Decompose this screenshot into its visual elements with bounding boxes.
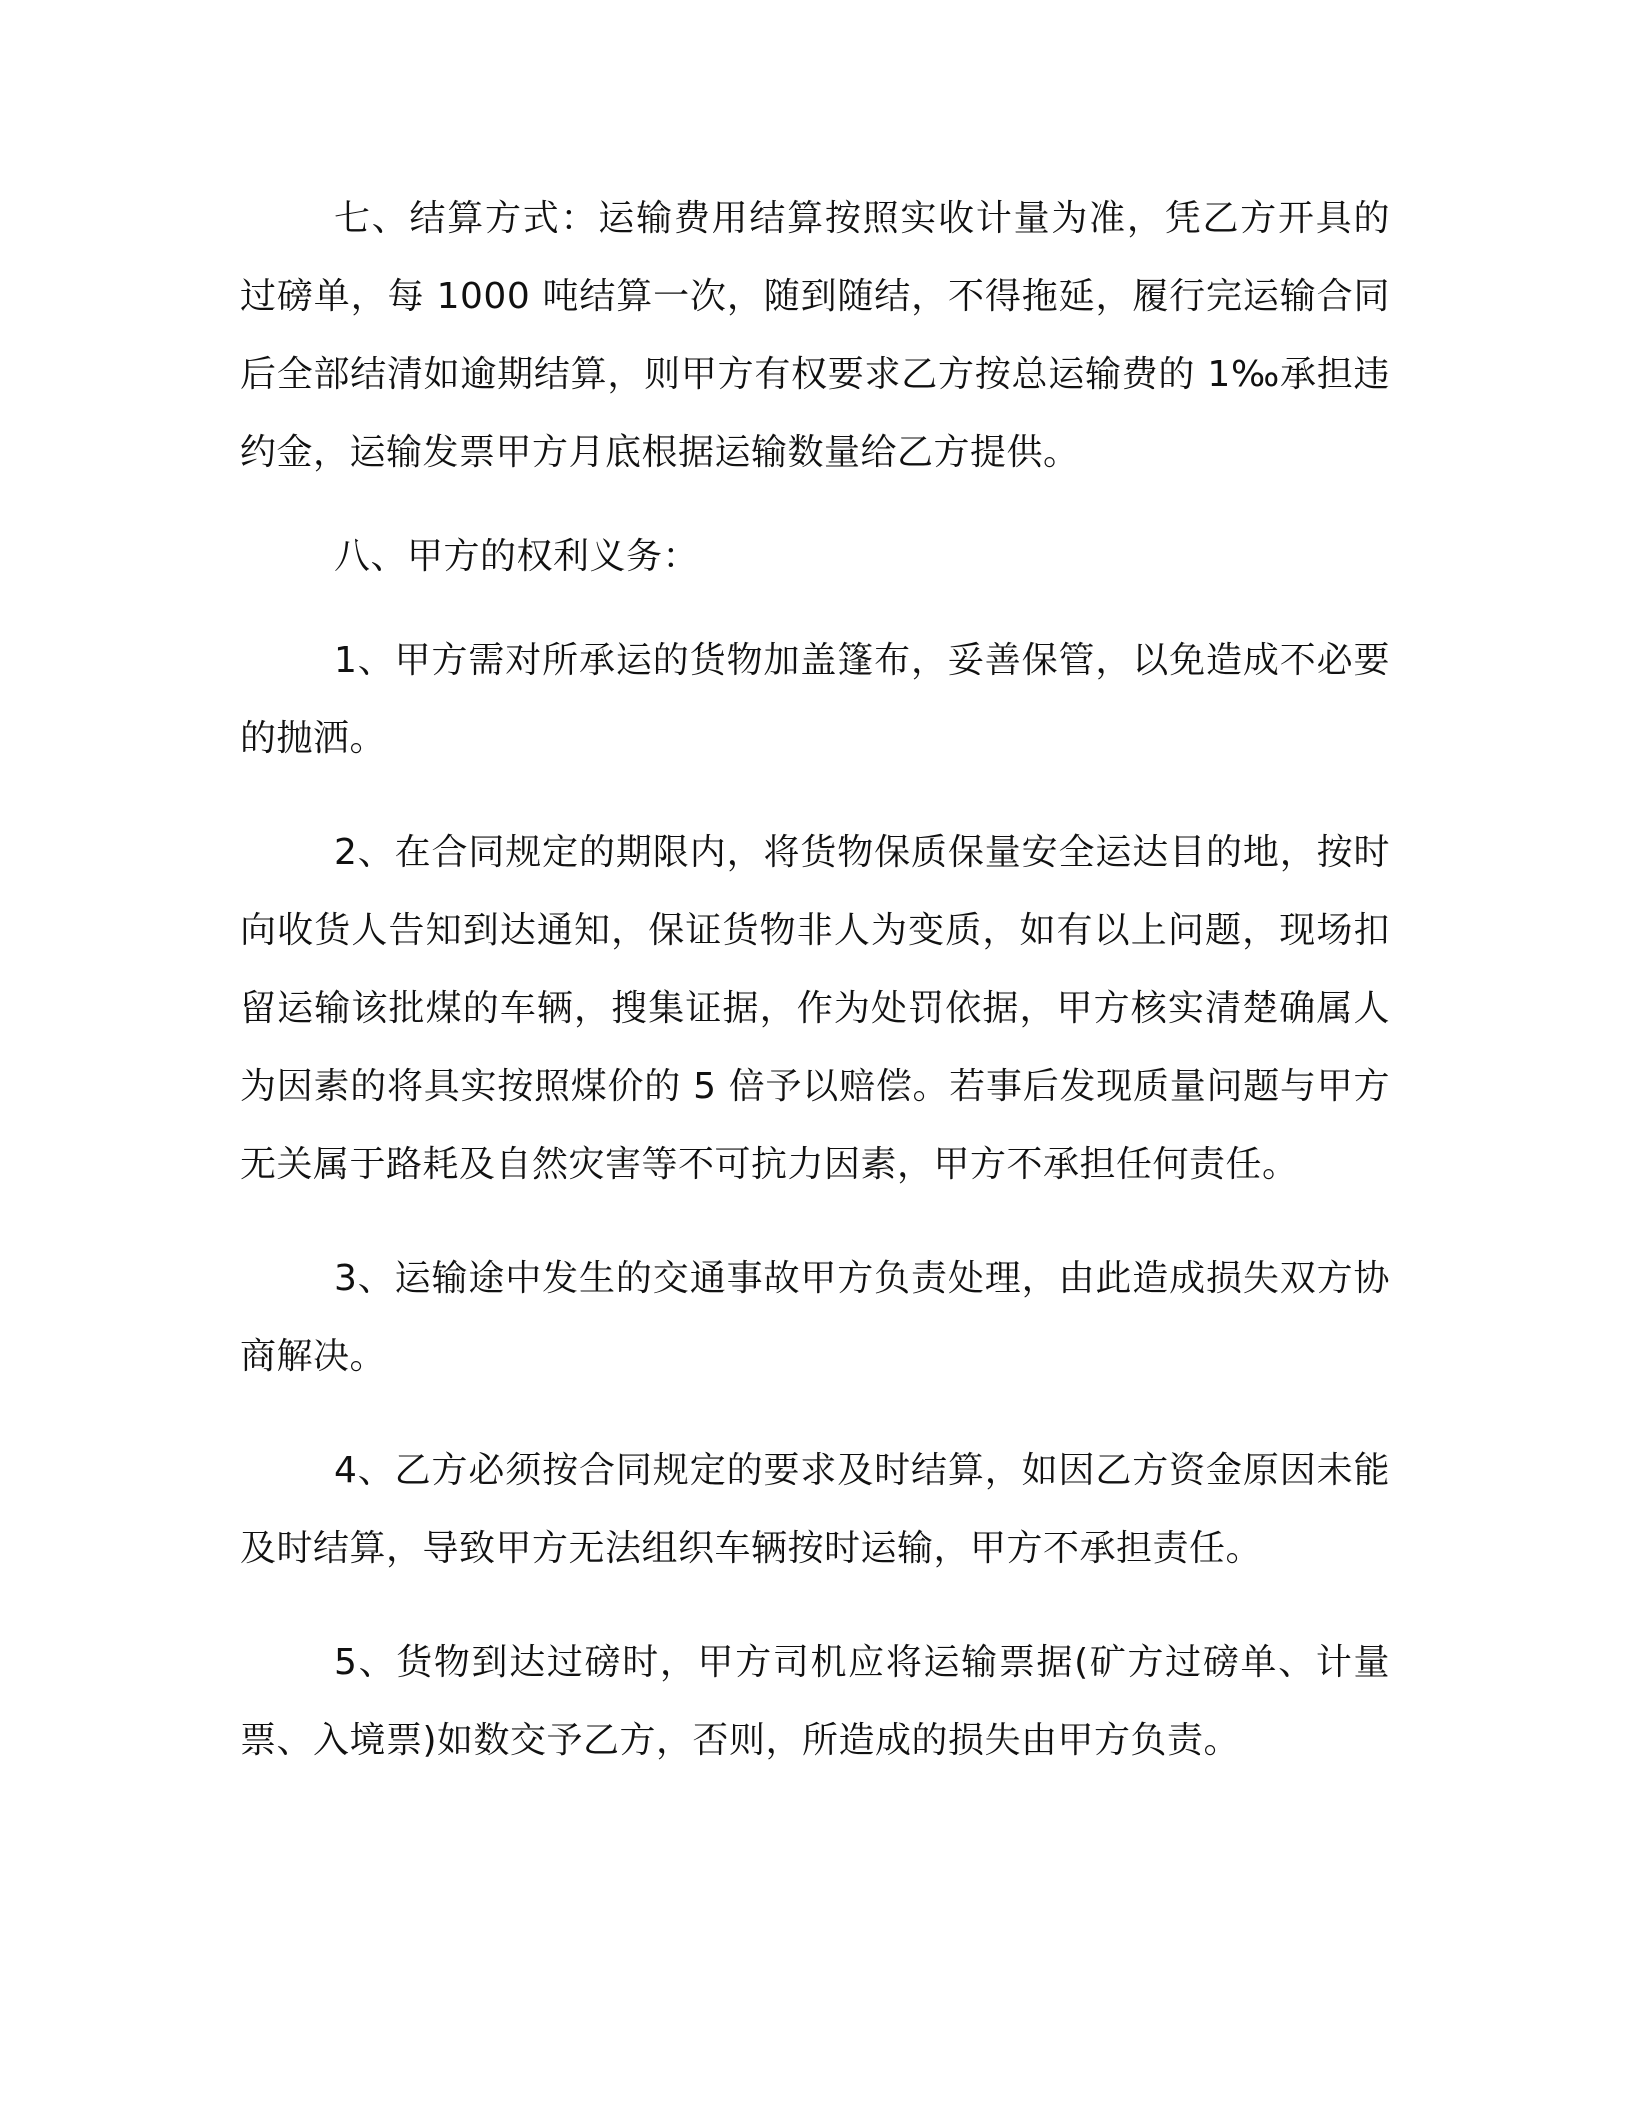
heading-party-a-rights-obligations: 八、甲方的权利义务： [334,536,700,577]
clause-3: 3、运输途中发生的交通事故甲方负责处理，由此造成损失双方协商解决。 [240,1258,1390,1377]
paragraph-settlement-method: 七、结算方式：运输费用结算按照实收计量为准，凭乙方开具的过磅单，每 1000 吨结算一次，随到随结，不得拖延，履行完运输合同后全部结清如逾期结算，则甲方有权要求乙方按总运输费的 1‰承担违约金，运输发票甲方月底根据运输数量给乙方提供。 [240,198,1390,473]
clause-1: 1、甲方需对所承运的货物加盖篷布，妥善保管，以免造成不必要的抛洒。 [240,640,1390,759]
clause-5: 5、货物到达过磅时，甲方司机应将运输票据(矿方过磅单、计量票、入境票)如数交予乙方，否则，所造成的损失由甲方负责。 [240,1642,1390,1761]
document-body [240,180,1390,1780]
clause-2: 2、在合同规定的期限内，将货物保质保量安全运达目的地，按时向收货人告知到达通知，保证货物非人为变质，如有以上问题，现场扣留运输该批煤的车辆，搜集证据，作为处罚依据，甲方核实清楚确属人为因素的将具实按照煤价的 5 倍予以赔偿。若事后发现质量问题与甲方无关属于路耗及自然灾害等不可抗力因素，甲方不承担任何责任。 [240,832,1390,1185]
clause-4: 4、乙方必须按合同规定的要求及时结算，如因乙方资金原因未能及时结算，导致甲方无法组织车辆按时运输，甲方不承担责任。 [240,1450,1390,1569]
